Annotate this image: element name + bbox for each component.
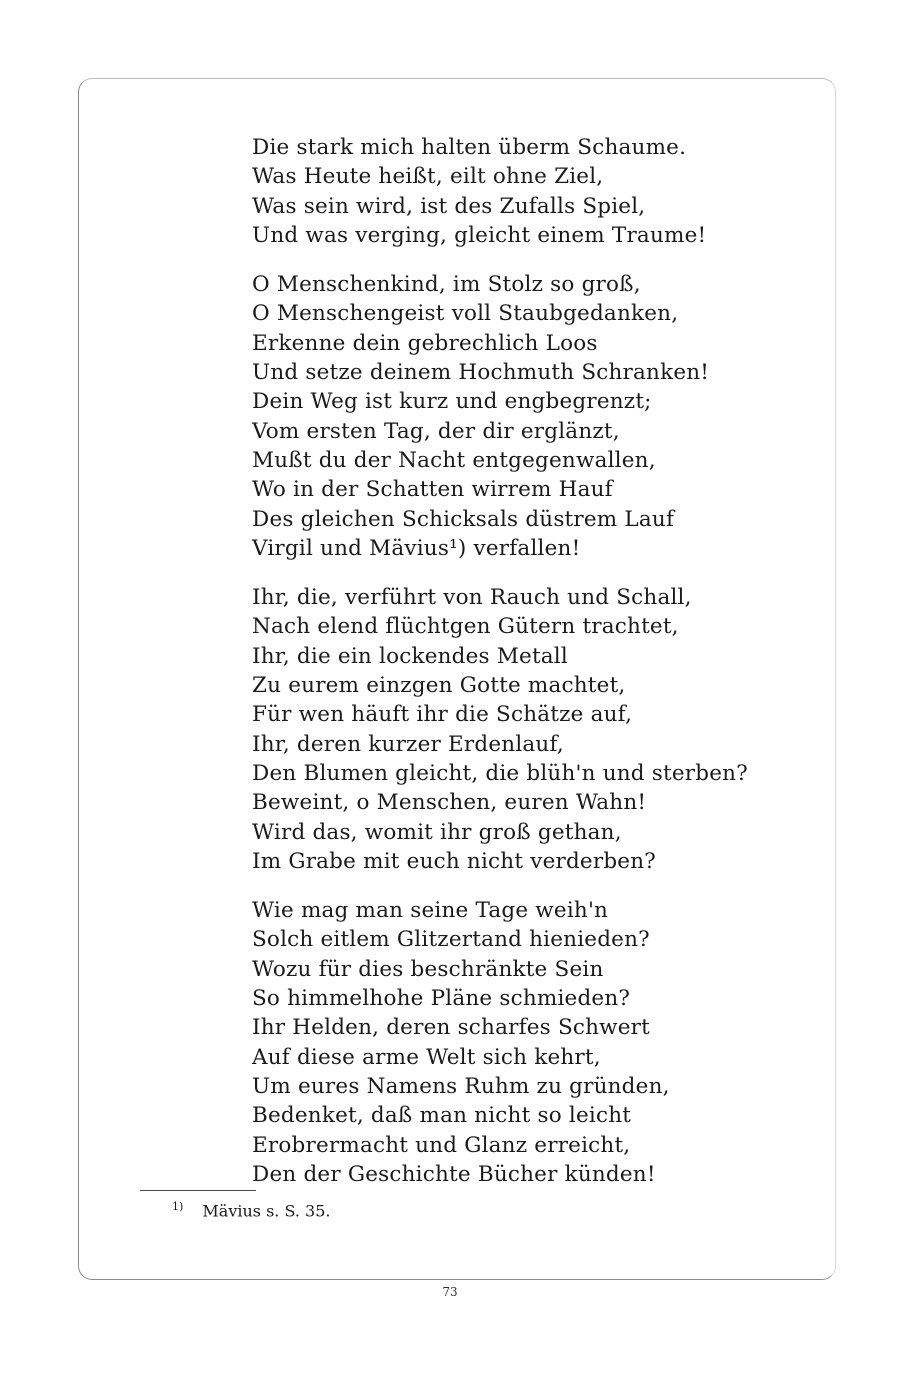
- poem-line: Ihr Helden, deren scharfes Schwert: [252, 1015, 650, 1041]
- poem-line: Erkenne dein gebrechlich Loos: [252, 330, 598, 356]
- poem-line: Mußt du der Nacht entgegenwallen,: [252, 447, 656, 473]
- footnote-marker: 1): [172, 1200, 184, 1213]
- poem-line: Vom ersten Tag, der dir erglänzt,: [252, 418, 620, 444]
- poem-line: Solch eitlem Glitzertand hienieden?: [252, 927, 650, 953]
- poem-line: Nach elend flüchtgen Gütern trachtet,: [252, 614, 679, 640]
- poem-line: Die stark mich halten überm Schaume.: [252, 135, 687, 160]
- poem-line: Wie mag man seine Tage weih'n: [252, 898, 609, 924]
- poem-line: Bedenket, daß man nicht so leicht: [252, 1103, 632, 1129]
- footnote: [172, 1196, 330, 1222]
- stanza: [252, 270, 772, 563]
- footnote-text: Mävius s. S. 35.: [202, 1201, 331, 1221]
- poem-line: Virgil und Mävius¹) verfallen!: [252, 535, 581, 561]
- poem-line: Beweint, o Menschen, euren Wahn!: [252, 790, 647, 816]
- poem-line: Im Grabe mit euch nicht verderben?: [252, 848, 656, 874]
- poem-line: Und was verging, gleicht einem Traume!: [252, 222, 707, 248]
- poem-line: Ihr, die ein lockendes Metall: [252, 643, 568, 669]
- page-number: 73: [442, 1285, 458, 1299]
- poem-line: Des gleichen Schicksals düstrem Lauf: [252, 506, 675, 532]
- poem-line: Auf diese arme Welt sich kehrt,: [252, 1044, 601, 1070]
- poem-line: O Menschengeist voll Staubgedanken,: [252, 301, 679, 327]
- poem-line: Dein Weg ist kurz und engbegrenzt;: [252, 389, 652, 415]
- poem-line: Für wen häuft ihr die Schätze auf,: [252, 702, 633, 728]
- poem-line: Den Blumen gleicht, die blüh'n und sterben?: [252, 760, 748, 786]
- poem-line: Was Heute heißt, eilt ohne Ziel,: [252, 164, 604, 190]
- footnote-rule: [140, 1190, 256, 1191]
- poem-line: Wo in der Schatten wirrem Hauf: [252, 477, 613, 503]
- poem-line: Ihr, die, verführt von Rauch und Schall,: [252, 585, 692, 611]
- stanza: [252, 583, 772, 876]
- poem-line: Um eures Namens Ruhm zu gründen,: [252, 1073, 670, 1099]
- poem-line: Den der Geschichte Bücher künden!: [252, 1161, 656, 1187]
- poem: [252, 133, 772, 1189]
- poem-line: Was sein wird, ist des Zufalls Spiel,: [252, 193, 646, 219]
- poem-line: Ihr, deren kurzer Erdenlauf,: [252, 731, 564, 757]
- poem-line: Und setze deinem Hochmuth Schranken!: [252, 360, 710, 386]
- stanza: [252, 896, 772, 1189]
- poem-line: O Menschenkind, im Stolz so groß,: [252, 272, 641, 298]
- stanza: [252, 133, 772, 250]
- poem-line: So himmelhohe Pläne schmieden?: [252, 986, 631, 1012]
- poem-line: Wird das, womit ihr groß gethan,: [252, 819, 622, 845]
- poem-line: Zu eurem einzgen Gotte machtet,: [252, 673, 626, 699]
- poem-line: Erobrermacht und Glanz erreicht,: [252, 1132, 631, 1158]
- poem-line: Wozu für dies beschränkte Sein: [252, 956, 604, 982]
